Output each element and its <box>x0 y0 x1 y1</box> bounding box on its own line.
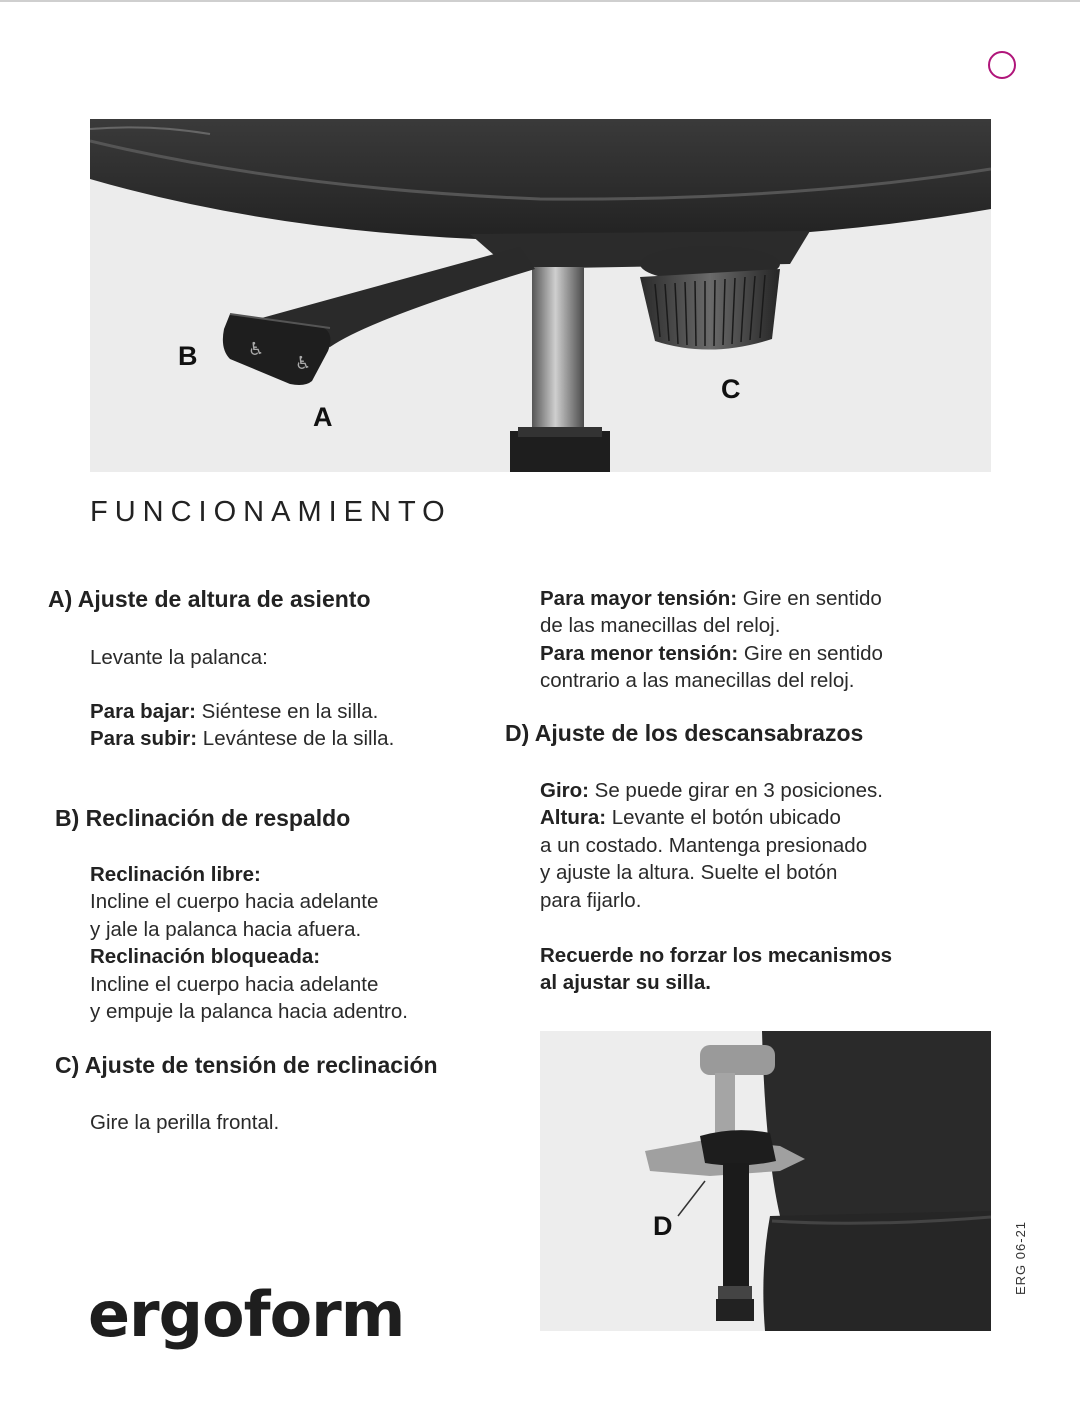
callout-c: C <box>721 374 741 404</box>
callout-b: B <box>178 341 198 371</box>
lower-text: Siéntese en la silla. <box>195 700 379 723</box>
free-recline-line-1: Incline el cuerpo hacia adelante <box>90 890 379 914</box>
locked-recline-line-1: Incline el cuerpo hacia adelante <box>90 972 379 996</box>
callout-d: D <box>653 1211 673 1241</box>
svg-text:♿: ♿ <box>248 339 265 360</box>
backrest-recline-body <box>90 861 408 1025</box>
recline-tension-body <box>540 585 883 695</box>
heading-backrest-recline: B) Reclinación de respaldo <box>55 805 351 831</box>
lower-label: Para bajar: <box>90 700 196 723</box>
free-recline-line-2: y jale la palanca hacia afuera. <box>90 917 362 941</box>
more-tension-text: Gire en sentido <box>737 587 882 610</box>
turn-label: Giro: <box>540 779 589 802</box>
height-text-2: a un costado. Mantenga presionado <box>540 833 868 857</box>
reminder-line-1: Recuerde no forzar los mecanismos <box>540 944 893 967</box>
document-code: ERG 06-21 <box>1013 1220 1028 1295</box>
heading-armrests: D) Ajuste de los descansabrazos <box>505 720 864 746</box>
locked-recline-line-2: y empuje la palanca hacia adentro. <box>90 1000 408 1024</box>
height-text-3: y ajuste la altura. Suelte el botón <box>540 861 838 885</box>
more-tension-text-2: de las manecillas del reloj. <box>540 614 781 638</box>
raise-label: Para subir: <box>90 727 198 751</box>
seat-mechanism-photo <box>90 119 991 472</box>
less-tension-text-2: contrario a las manecillas del reloj. <box>540 669 855 693</box>
height-text-4: para fijarlo. <box>540 888 642 912</box>
svg-text:♿: ♿ <box>295 353 312 374</box>
heading-seat-height: A) Ajuste de altura de asiento <box>48 586 371 612</box>
less-tension-text: Gire en sentido <box>738 641 883 665</box>
top-divider <box>0 0 1080 2</box>
recline-tension-intro: Gire la perilla frontal. <box>90 1111 280 1134</box>
armrest-photo <box>540 1031 991 1331</box>
callout-a: A <box>313 402 333 432</box>
circle-marker-icon <box>988 51 1016 79</box>
seat-height-intro: Levante la palanca: <box>90 646 268 669</box>
more-tension-label: Para mayor tensión: <box>540 587 738 610</box>
height-text-1: Levante el botón ubicado <box>606 806 841 830</box>
less-tension-label: Para menor tensión: <box>540 641 739 665</box>
section-title: FUNCIONAMIENTO <box>90 496 452 528</box>
reminder-line-2: al ajustar su silla. <box>540 971 711 995</box>
ergoform-logo: ergoform <box>88 1278 405 1351</box>
locked-recline-label: Reclinación bloqueada: <box>90 945 321 969</box>
height-label: Altura: <box>540 806 607 830</box>
reminder-note <box>540 942 892 997</box>
raise-text: Levántese de la silla. <box>197 727 395 751</box>
turn-text: Se puede girar en 3 posiciones. <box>588 779 883 802</box>
free-recline-label: Reclinación libre: <box>90 863 261 886</box>
seat-height-body <box>90 698 394 753</box>
armrests-body <box>540 777 883 914</box>
heading-recline-tension: C) Ajuste de tensión de reclinación <box>55 1052 438 1078</box>
